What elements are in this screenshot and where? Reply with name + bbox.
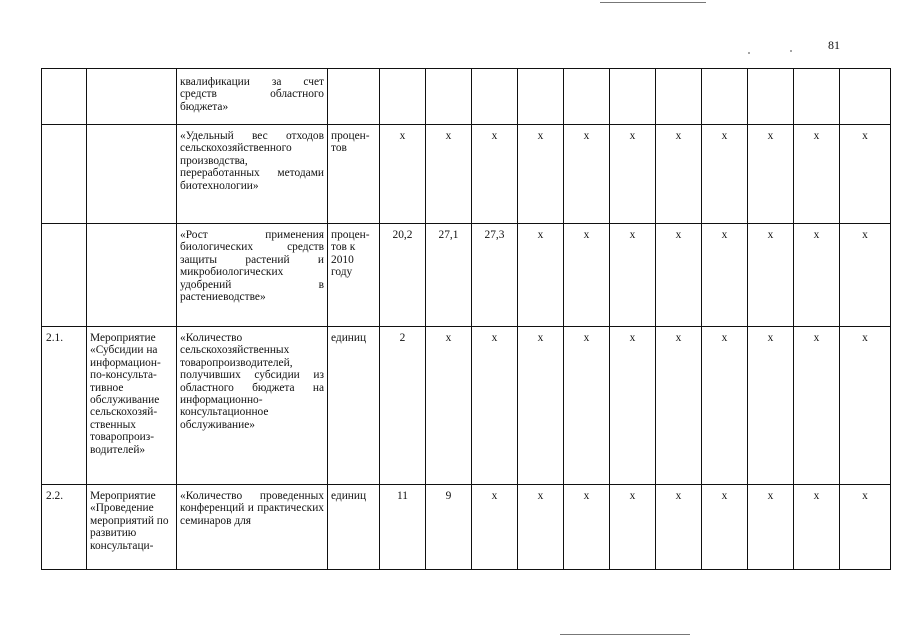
value-cell: х — [702, 485, 748, 570]
value-cell — [702, 69, 748, 125]
value-cell: х — [840, 327, 891, 485]
indicator-name: «Рост применения биологических средств защиты растений и микробиологических удобрений в растениеводстве» — [177, 224, 328, 327]
value-cell — [656, 69, 702, 125]
value-cell: х — [610, 485, 656, 570]
value-cell: х — [702, 224, 748, 327]
value-cell: х — [656, 327, 702, 485]
value-cell: х — [472, 485, 518, 570]
row-number — [42, 69, 87, 125]
unit: процен-тов к 2010 году — [328, 224, 380, 327]
value-cell: х — [564, 327, 610, 485]
value-cell: х — [380, 125, 426, 224]
value-cell: х — [702, 125, 748, 224]
value-cell: х — [840, 125, 891, 224]
value-cell: 9 — [426, 485, 472, 570]
value-cell — [748, 69, 794, 125]
value-cell — [380, 69, 426, 125]
row-number: 2.1. — [42, 327, 87, 485]
row-number — [42, 224, 87, 327]
value-cell: х — [794, 224, 840, 327]
unit: единиц — [328, 485, 380, 570]
value-cell — [426, 69, 472, 125]
indicator-name: «Удельный вес отходов сельскохозяйственного производства, переработанных методами биотехнологии» — [177, 125, 328, 224]
value-cell: х — [472, 125, 518, 224]
event-name — [87, 69, 177, 125]
value-cell — [794, 69, 840, 125]
value-cell: х — [426, 327, 472, 485]
value-cell: х — [748, 485, 794, 570]
value-cell: х — [564, 224, 610, 327]
value-cell: х — [794, 327, 840, 485]
value-cell: х — [656, 485, 702, 570]
unit — [328, 69, 380, 125]
table-row — [42, 224, 891, 327]
value-cell: 27,3 — [472, 224, 518, 327]
value-cell: х — [748, 327, 794, 485]
value-cell: х — [518, 485, 564, 570]
scan-artifact-top — [600, 2, 706, 3]
value-cell: х — [794, 485, 840, 570]
unit: процен-тов — [328, 125, 380, 224]
value-cell — [610, 69, 656, 125]
value-cell: х — [472, 327, 518, 485]
value-cell: х — [656, 125, 702, 224]
value-cell: х — [518, 125, 564, 224]
value-cell: х — [794, 125, 840, 224]
value-cell: х — [610, 224, 656, 327]
value-cell: х — [564, 485, 610, 570]
value-cell: х — [840, 485, 891, 570]
value-cell: х — [564, 125, 610, 224]
table-row — [42, 327, 891, 485]
value-cell: х — [518, 327, 564, 485]
event-name: Мероприятие «Проведение мероприятий по развитию консультаци- — [87, 485, 177, 570]
value-cell — [472, 69, 518, 125]
value-cell: х — [518, 224, 564, 327]
scan-artifact-bottom — [560, 634, 690, 635]
page-number: 81 — [828, 38, 840, 52]
scan-dot — [790, 50, 792, 52]
scan-dot — [748, 52, 750, 54]
value-cell: х — [610, 327, 656, 485]
indicator-name: «Количество сельскохозяйственных товаропроизводителей, получивших субсидии из областного бюджета на информационно-консультационное обслуживание» — [177, 327, 328, 485]
value-cell — [564, 69, 610, 125]
row-number — [42, 125, 87, 224]
value-cell: х — [748, 125, 794, 224]
indicator-name: «Количество проведенных конференций и практических семинаров для — [177, 485, 328, 570]
table-row — [42, 69, 891, 125]
indicator-name: квалификации за счет средств областного бюджета» — [177, 69, 328, 125]
event-name — [87, 224, 177, 327]
value-cell: х — [656, 224, 702, 327]
table-row — [42, 485, 891, 570]
value-cell: х — [840, 224, 891, 327]
value-cell — [518, 69, 564, 125]
value-cell: 2 — [380, 327, 426, 485]
value-cell: 20,2 — [380, 224, 426, 327]
value-cell — [840, 69, 891, 125]
value-cell: 27,1 — [426, 224, 472, 327]
event-name — [87, 125, 177, 224]
row-number: 2.2. — [42, 485, 87, 570]
value-cell: х — [610, 125, 656, 224]
indicators-table — [41, 68, 891, 570]
unit: единиц — [328, 327, 380, 485]
value-cell: 11 — [380, 485, 426, 570]
table-row — [42, 125, 891, 224]
value-cell: х — [748, 224, 794, 327]
event-name: Мероприятие «Субсидии на информацион-по-консульта-тивное обслуживание сельскохозяй-ственных товаропроиз-водителей» — [87, 327, 177, 485]
value-cell: х — [426, 125, 472, 224]
value-cell: х — [702, 327, 748, 485]
